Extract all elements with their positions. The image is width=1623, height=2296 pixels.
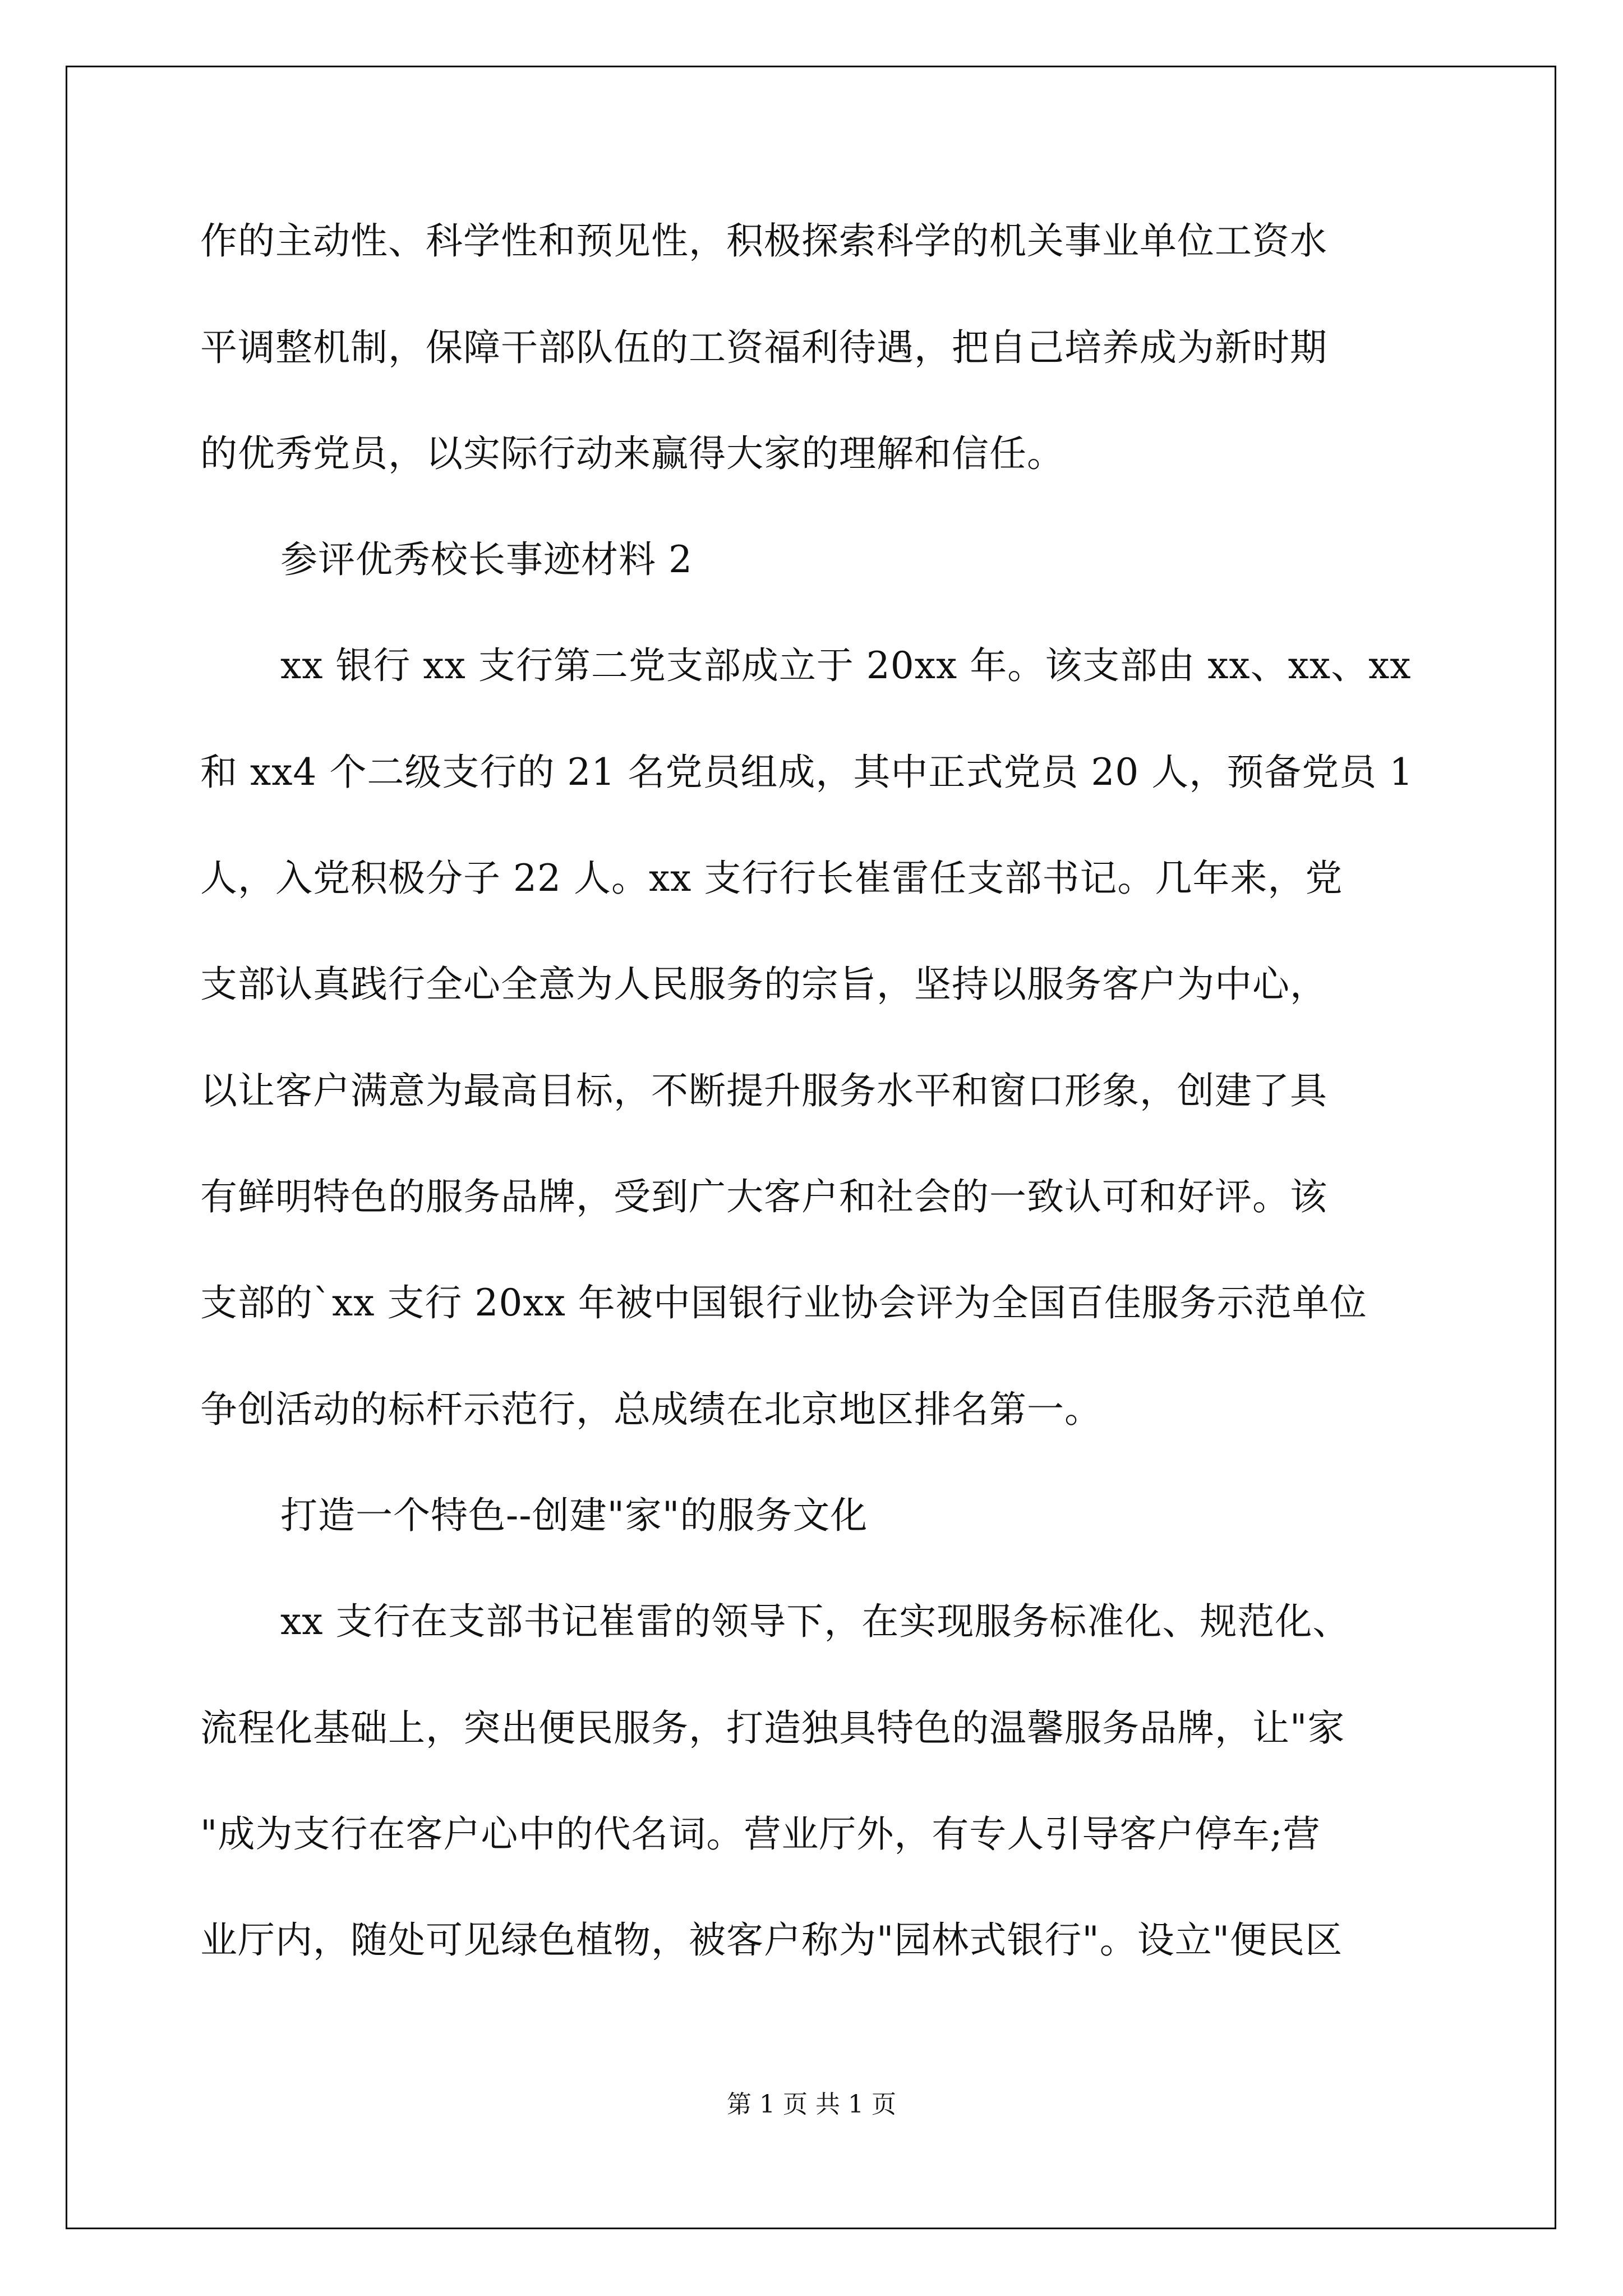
body-text-line: 支部认真践行全心全意为人民服务的宗旨，坚持以服务客户为中心， <box>200 963 1327 1006</box>
body-text-line: 的优秀党员，以实际行动来赢得大家的理解和信任。 <box>200 432 1064 475</box>
body-text-line: 争创活动的标杆示范行，总成绩在北京地区排名第一。 <box>200 1388 1102 1431</box>
body-text-line: 以让客户满意为最高目标，不断提升服务水平和窗口形象，创建了具 <box>200 1069 1327 1112</box>
body-text-line: 人，入党积极分子 22 人。xx 支行行长崔雷任支部书记。几年来，党 <box>200 857 1343 900</box>
body-text-line: xx 银行 xx 支行第二党支部成立于 20xx 年。该支部由 xx、xx、xx <box>280 644 1412 687</box>
body-text-line: "成为支行在客户心中的代名词。营业厅外，有专人引导客户停车;营 <box>200 1812 1321 1856</box>
body-text-line: 业厅内，随处可见绿色植物，被客户称为"园林式银行"。设立"便民区 <box>200 1918 1343 1962</box>
body-text-line: 流程化基础上，突出便民服务，打造独具特色的温馨服务品牌，让"家 <box>200 1706 1345 1750</box>
body-text-line: 支部的`xx 支行 20xx 年被中国银行业协会评为全国百佳服务示范单位 <box>200 1281 1367 1324</box>
page-footer: 第 1 页 共 1 页 <box>727 2090 896 2119</box>
body-text-line: xx 支行在支部书记崔雷的领导下，在实现服务标准化、规范化、 <box>280 1600 1350 1643</box>
page-border <box>66 66 1556 2229</box>
body-text-line: 有鲜明特色的服务品牌，受到广大客户和社会的一致认可和好评。该 <box>200 1175 1327 1218</box>
body-text-line: 和 xx4 个二级支行的 21 名党员组成，其中正式党员 20 人，预备党员 1 <box>200 751 1414 794</box>
section-heading: 参评优秀校长事迹材料 2 <box>280 538 693 581</box>
body-text-line: 平调整机制，保障干部队伍的工资福利待遇，把自己培养成为新时期 <box>200 326 1327 369</box>
body-text-line: 作的主动性、科学性和预见性，积极探索科学的机关事业单位工资水 <box>200 219 1327 263</box>
section-heading: 打造一个特色--创建"家"的服务文化 <box>280 1494 868 1537</box>
